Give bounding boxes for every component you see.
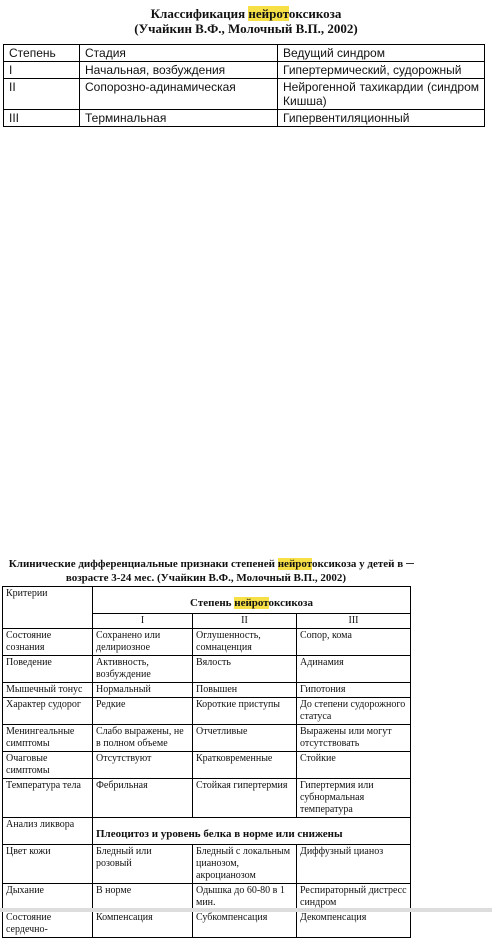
clinical-signs-table bbox=[2, 586, 411, 938]
table-row bbox=[3, 683, 411, 698]
table-cell: Субкомпенсация bbox=[193, 911, 297, 938]
header-degree-3: III bbox=[297, 614, 411, 629]
table-cell: Диффузный цианоз bbox=[297, 845, 411, 884]
table-cell: Анализ ликвора bbox=[3, 818, 93, 845]
table-cell: Температура тела bbox=[3, 779, 93, 818]
table-header-row bbox=[4, 45, 485, 62]
header-degree-1: I bbox=[93, 614, 193, 629]
table-row bbox=[4, 62, 485, 79]
table-cell: Гипотония bbox=[297, 683, 411, 698]
table-row bbox=[3, 779, 411, 818]
search-highlight: нейрот bbox=[234, 597, 269, 609]
table-cell: Состояние сердечно- bbox=[3, 911, 93, 938]
table-cell: Начальная, возбуждения bbox=[80, 62, 278, 79]
table-cell: В норме bbox=[93, 884, 193, 911]
divider bbox=[406, 563, 414, 564]
header-degree-2: II bbox=[193, 614, 297, 629]
table-row bbox=[3, 698, 411, 725]
table-cell: Цвет кожи bbox=[3, 845, 93, 884]
table-cell: Менингеальные симптомы bbox=[3, 725, 93, 752]
table-cell: Сопорозно-адинамическая bbox=[80, 79, 278, 110]
table-cell: Терминальная bbox=[80, 110, 278, 127]
table-cell: Короткие приступы bbox=[193, 698, 297, 725]
table-row bbox=[4, 110, 485, 127]
table-cell: Компенсация bbox=[93, 911, 193, 938]
header-stage: Стадия bbox=[80, 45, 278, 62]
table-cell: Очаговые симптомы bbox=[3, 752, 93, 779]
classification-subtitle: (Учайкин В.Ф., Молочный В.П., 2002) bbox=[134, 21, 358, 36]
search-highlight: нейрот bbox=[277, 558, 313, 570]
table-cell: Декомпенсация bbox=[297, 911, 411, 938]
clinical-signs-title-block bbox=[0, 557, 412, 585]
search-highlight: нейрот bbox=[248, 6, 289, 21]
table-row bbox=[3, 884, 411, 911]
table-cell: Стойкая гипертермия bbox=[193, 779, 297, 818]
table-cell-merged: Плеоцитоз и уровень белка в норме или снижены bbox=[93, 818, 411, 845]
table-cell: Поведение bbox=[3, 656, 93, 683]
table-row bbox=[3, 725, 411, 752]
table-cell: До степени судорожного статуса bbox=[297, 698, 411, 725]
table-cell: Редкие bbox=[93, 698, 193, 725]
table-row bbox=[3, 656, 411, 683]
table-row bbox=[3, 911, 411, 938]
header-criteria: Критерии bbox=[3, 587, 93, 629]
table-cell: Характер судорог bbox=[3, 698, 93, 725]
table-cell: Отчетливые bbox=[193, 725, 297, 752]
table-header-row bbox=[3, 587, 411, 614]
table-cell: Дыхание bbox=[3, 884, 93, 911]
table-cell: Бледный или розовый bbox=[93, 845, 193, 884]
table-cell: Бледный с локальным цианозом, акроцианозом bbox=[193, 845, 297, 884]
table-cell: II bbox=[4, 79, 80, 110]
table-row bbox=[3, 818, 411, 845]
table-row bbox=[3, 845, 411, 884]
table-cell: Мышечный тонус bbox=[3, 683, 93, 698]
classification-title-block bbox=[0, 6, 492, 36]
table-cell: Слабо выражены, не в полном объеме bbox=[93, 725, 193, 752]
table-cell: Выражены или могут отсутствовать bbox=[297, 725, 411, 752]
table-row bbox=[3, 752, 411, 779]
table-cell: Сохранено или делириозное bbox=[93, 629, 193, 656]
table-cell: Нейрогенной тахикардии (синдром Кишша) bbox=[278, 79, 485, 110]
table-cell: Отсутствуют bbox=[93, 752, 193, 779]
table-cell: Вялость bbox=[193, 656, 297, 683]
table-row bbox=[4, 79, 485, 110]
table-cell: Гипертермия или субнормальная температура bbox=[297, 779, 411, 818]
classification-title: Классификация нейротоксикоза bbox=[150, 6, 342, 21]
clinical-signs-title: Клинические дифференциальные признаки степеней нейротоксикоза у детей в bbox=[8, 558, 404, 570]
table-cell: I bbox=[4, 62, 80, 79]
table-cell: Активность, возбуждение bbox=[93, 656, 193, 683]
header-degree-of-neurotoxicosis: Степень нейротоксикоза bbox=[93, 587, 411, 614]
table-cell: III bbox=[4, 110, 80, 127]
table-cell: Респираторный дистресс синдром bbox=[297, 884, 411, 911]
table-cell: Нормальный bbox=[93, 683, 193, 698]
table-cell: Повышен bbox=[193, 683, 297, 698]
table-cell: Стойкие bbox=[297, 752, 411, 779]
table-cell: Кратковременные bbox=[193, 752, 297, 779]
table-cell: Одышка до 60-80 в 1 мин. bbox=[193, 884, 297, 911]
table-cell: Сопор, кома bbox=[297, 629, 411, 656]
table-cell: Фебрильная bbox=[93, 779, 193, 818]
page-edge bbox=[0, 908, 492, 912]
table-row bbox=[3, 629, 411, 656]
table-cell: Гипертермический, судорожный bbox=[278, 62, 485, 79]
table-cell: Адинамия bbox=[297, 656, 411, 683]
table-cell: Состояние сознания bbox=[3, 629, 93, 656]
header-syndrome: Ведущий синдром bbox=[278, 45, 485, 62]
classification-table bbox=[3, 44, 485, 127]
table-cell: Гипервентиляционный bbox=[278, 110, 485, 127]
header-degree: Степень bbox=[4, 45, 80, 62]
clinical-signs-title-line2: возрасте 3-24 мес. (Учайкин В.Ф., Молочный В.П., 2002) bbox=[65, 572, 347, 584]
table-cell: Оглушенность, сомнаценция bbox=[193, 629, 297, 656]
